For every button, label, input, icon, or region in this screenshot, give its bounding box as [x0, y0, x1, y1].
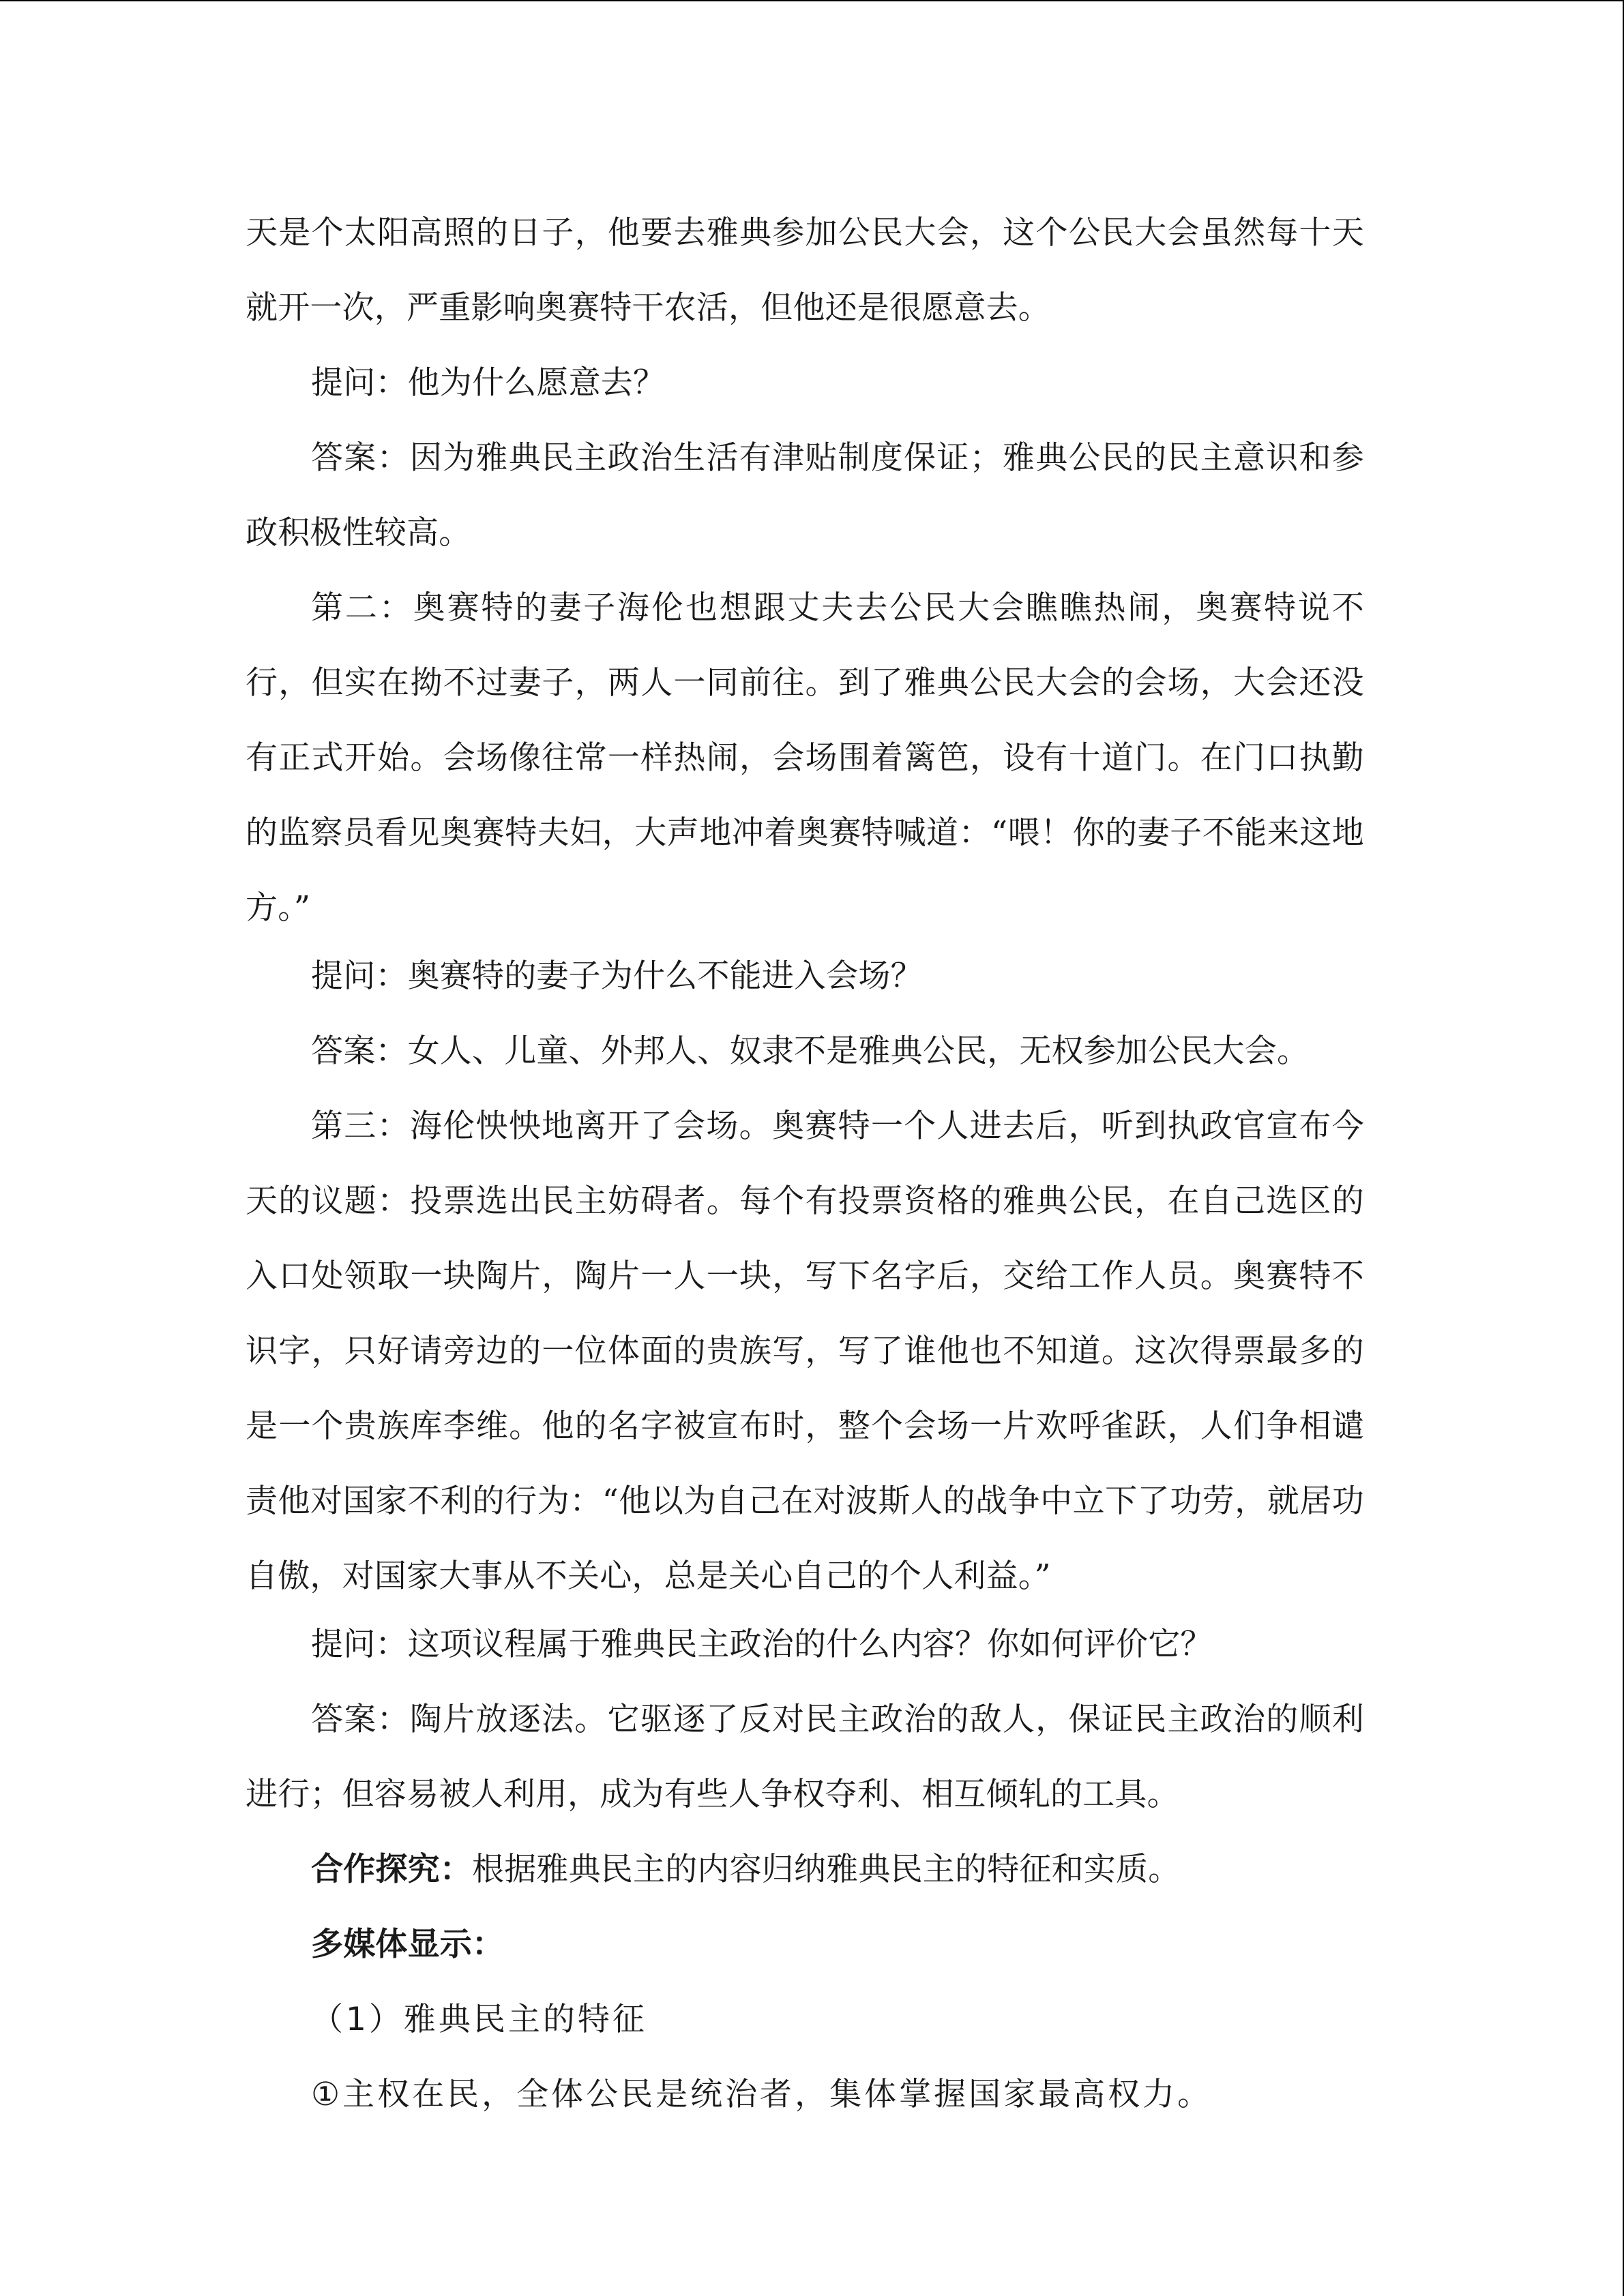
- answer-1: 答案：因为雅典民主政治生活有津贴制度保证；雅典公民的民主意识和参政积极性较高。: [246, 439, 1364, 552]
- story-part-3: 第三：海伦怏怏地离开了会场。奥赛特一个人进去后，听到执政官宣布今天的议题：投票选出民主妨碍者。每个有投票资格的雅典公民，在自己选区的入口处领取一块陶片，陶片一人一块，写下名字后，交给工作人员。奥赛特不识字，只好请旁边的一位体面的贵族写，写了谁他也不知道。这次得票最多的是一个贵族库李维。他的名字被宣布时，整个会场一片欢呼雀跃，人们争相谴责他对国家不利的行为：“他以为自己在对波斯人的战争中立下了功劳，就居功自傲，对国家大事从不关心，总是关心自己的个人利益。”: [246, 1107, 1364, 1595]
- question-2: 提问：奥赛特的妻子为什么不能进入会场？: [311, 957, 923, 995]
- answer-3: 答案：陶片放逐法。它驱逐了反对民主政治的敌人，保证民主政治的顺利进行；但容易被人利用，成为有些人争权夺利、相互倾轧的工具。: [246, 1701, 1364, 1813]
- question-1: 提问：他为什么愿意去？: [311, 364, 666, 402]
- story-part-2: 第二：奥赛特的妻子海伦也想跟丈夫去公民大会瞧瞧热闹，奥赛特说不行，但实在拗不过妻子，两人一同前往。到了雅典公民大会的会场，大会还没有正式开始。会场像往常一样热闹，会场围着篱笆，设有十道门。在门口执勤的监察员看见奥赛特夫妇，大声地冲着奥赛特喊道：“喂！你的妻子不能来这地方。”: [246, 589, 1364, 927]
- cooperative-inquiry: [246, 1832, 1364, 1907]
- feature-1: ①主权在民，全体公民是统治者，集体掌握国家最高权力。: [311, 2076, 1213, 2113]
- question-3: 提问：这项议程属于雅典民主政治的什么内容？你如何评价它？: [311, 1626, 1213, 1663]
- story-continuation-paragraph: 天是个太阳高照的日子，他要去雅典参加公民大会，这个公民大会虽然每十天就开一次，严重影响奥赛特干农活，但他还是很愿意去。: [246, 214, 1364, 327]
- athenian-democracy-features-heading: （1）雅典民主的特征: [311, 2001, 647, 2038]
- cooperative-inquiry-body: 根据雅典民主的内容归纳雅典民主的特征和实质。: [472, 1851, 1181, 1888]
- cooperative-inquiry-heading: 合作探究：: [311, 1851, 472, 1888]
- multimedia-heading: 多媒体显示：: [311, 1926, 505, 1963]
- answer-2: 答案：女人、儿童、外邦人、奴隶不是雅典公民，无权参加公民大会。: [311, 1032, 1310, 1070]
